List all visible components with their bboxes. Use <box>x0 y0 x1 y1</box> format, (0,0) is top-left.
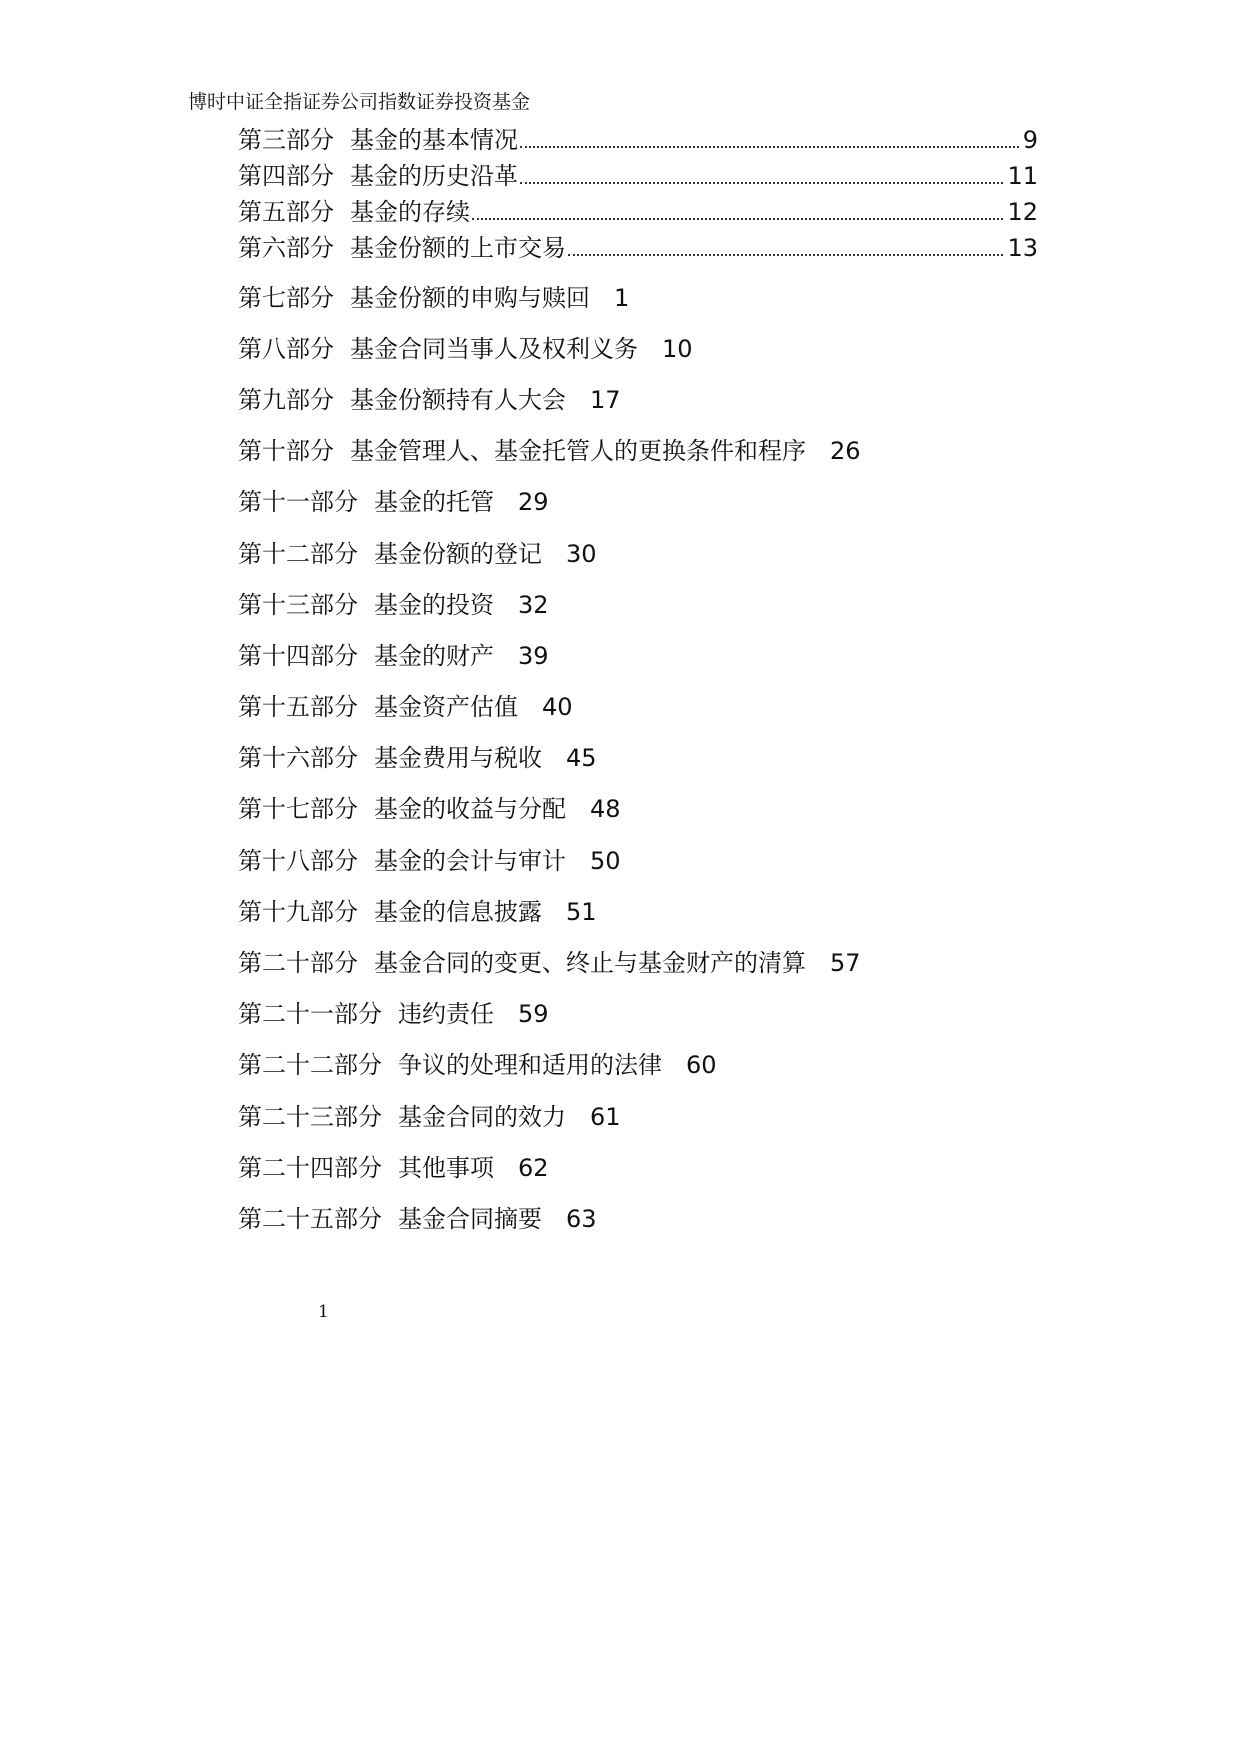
toc-entry-page: 62 <box>518 1153 549 1182</box>
toc-entry-part: 第二十五部分 <box>238 1204 382 1233</box>
toc-entry-page: 59 <box>518 1000 549 1029</box>
toc-entry-page: 32 <box>518 590 549 619</box>
toc-entry[interactable] <box>238 733 1038 784</box>
toc-entry[interactable] <box>238 989 1038 1040</box>
toc-entry[interactable] <box>238 1040 1038 1091</box>
toc-dot-leader <box>520 182 1003 184</box>
toc-entry-page: 60 <box>686 1051 717 1080</box>
toc-entry[interactable] <box>238 323 1038 374</box>
toc-entry-page: 63 <box>566 1204 597 1233</box>
toc-entry-part: 第十八部分 <box>238 846 358 875</box>
toc-entry-page: 26 <box>830 437 861 466</box>
toc-plain-section <box>238 272 1038 1245</box>
toc-entry-page: 11 <box>1007 162 1038 190</box>
toc-entry[interactable] <box>238 682 1038 733</box>
toc-entry-part: 第十六部分 <box>238 744 358 773</box>
toc-entry-page: 50 <box>590 846 621 875</box>
toc-entry-title: 基金份额持有人大会 <box>350 385 566 414</box>
toc-dotted-section <box>238 119 1038 263</box>
toc-entry[interactable] <box>238 1142 1038 1193</box>
toc-entry-title: 基金管理人、基金托管人的更换条件和程序 <box>350 437 806 466</box>
toc-entry-title: 基金的会计与审计 <box>374 846 566 875</box>
toc-entry-part: 第二十四部分 <box>238 1153 382 1182</box>
toc-entry-title: 基金的历史沿革 <box>350 162 518 190</box>
toc-entry-title: 基金合同摘要 <box>398 1204 542 1233</box>
toc-entry-title: 基金费用与税收 <box>374 744 542 773</box>
toc-dot-leader <box>520 146 1019 148</box>
toc-entry-title: 争议的处理和适用的法律 <box>398 1051 662 1080</box>
toc-entry-page: 10 <box>662 334 693 363</box>
toc-entry-part: 第九部分 <box>238 385 334 414</box>
toc-entry-title: 基金的基本情况 <box>350 126 518 154</box>
toc-entry-page: 1 <box>614 283 630 312</box>
toc-entry[interactable] <box>238 1193 1038 1244</box>
toc-entry-page: 39 <box>518 641 549 670</box>
toc-entry-part: 第二十二部分 <box>238 1051 382 1080</box>
toc-entry-page: 30 <box>566 539 597 568</box>
toc-entry-page: 12 <box>1007 198 1038 226</box>
toc-entry[interactable] <box>238 227 1038 263</box>
toc-entry-title: 基金合同当事人及权利义务 <box>350 334 638 363</box>
toc-entry-part: 第十一部分 <box>238 488 358 517</box>
toc-entry[interactable] <box>238 119 1038 155</box>
toc-entry-part: 第十三部分 <box>238 590 358 619</box>
toc-entry-part: 第十七部分 <box>238 795 358 824</box>
toc-entry-title: 基金份额的上市交易 <box>350 234 566 262</box>
toc-entry-title: 基金的托管 <box>374 488 494 517</box>
toc-entry[interactable] <box>238 155 1038 191</box>
toc-entry-title: 其他事项 <box>398 1153 494 1182</box>
toc-entry-part: 第二十三部分 <box>238 1102 382 1131</box>
toc-entry[interactable] <box>238 1091 1038 1142</box>
toc-entry-part: 第六部分 <box>238 234 334 262</box>
toc-entry[interactable] <box>238 937 1038 988</box>
toc-entry-title: 基金合同的变更、终止与基金财产的清算 <box>374 949 806 978</box>
toc-entry-title: 基金的收益与分配 <box>374 795 566 824</box>
toc-entry-title: 基金的信息披露 <box>374 897 542 926</box>
toc-entry-part: 第十部分 <box>238 437 334 466</box>
toc-entry[interactable] <box>238 191 1038 227</box>
toc-entry-title: 基金资产估值 <box>374 693 518 722</box>
toc-entry[interactable] <box>238 374 1038 425</box>
toc-entry[interactable] <box>238 784 1038 835</box>
page-number: 1 <box>318 1302 329 1322</box>
toc-entry-page: 17 <box>590 385 621 414</box>
toc-entry-part: 第三部分 <box>238 126 334 154</box>
toc-entry-page: 9 <box>1022 126 1038 154</box>
toc-entry-part: 第四部分 <box>238 162 334 190</box>
toc-entry-part: 第七部分 <box>238 283 334 312</box>
toc-entry-title: 基金的财产 <box>374 641 494 670</box>
toc-entry-title: 基金的投资 <box>374 590 494 619</box>
toc-entry[interactable] <box>238 426 1038 477</box>
toc-entry[interactable] <box>238 886 1038 937</box>
toc-dot-leader <box>472 218 1003 220</box>
toc-entry-page: 48 <box>590 795 621 824</box>
toc-dot-leader <box>568 254 1003 256</box>
toc-entry-title: 基金份额的登记 <box>374 539 542 568</box>
toc-entry-page: 13 <box>1007 234 1038 262</box>
toc-entry-part: 第十四部分 <box>238 641 358 670</box>
toc-entry-part: 第十九部分 <box>238 897 358 926</box>
toc-entry-page: 57 <box>830 949 861 978</box>
toc-entry-page: 45 <box>566 744 597 773</box>
toc-entry[interactable] <box>238 579 1038 630</box>
toc-entry-page: 51 <box>566 897 597 926</box>
toc-entry-title: 基金合同的效力 <box>398 1102 566 1131</box>
toc-entry[interactable] <box>238 835 1038 886</box>
toc-entry-page: 29 <box>518 488 549 517</box>
toc-entry[interactable] <box>238 630 1038 681</box>
toc-entry-title: 基金的存续 <box>350 198 470 226</box>
toc-entry-title: 违约责任 <box>398 1000 494 1029</box>
toc-entry-part: 第八部分 <box>238 334 334 363</box>
document-header: 博时中证全指证券公司指数证券投资基金 <box>188 91 531 113</box>
toc-entry-part: 第二十部分 <box>238 949 358 978</box>
toc-entry-page: 40 <box>542 693 573 722</box>
toc-entry-part: 第二十一部分 <box>238 1000 382 1029</box>
toc-entry[interactable] <box>238 528 1038 579</box>
toc-entry-title: 基金份额的申购与赎回 <box>350 283 590 312</box>
toc-entry-part: 第十五部分 <box>238 693 358 722</box>
toc-entry-page: 61 <box>590 1102 621 1131</box>
toc-entry-part: 第十二部分 <box>238 539 358 568</box>
toc-entry[interactable] <box>238 272 1038 323</box>
toc-entry[interactable] <box>238 477 1038 528</box>
toc-entry-part: 第五部分 <box>238 198 334 226</box>
